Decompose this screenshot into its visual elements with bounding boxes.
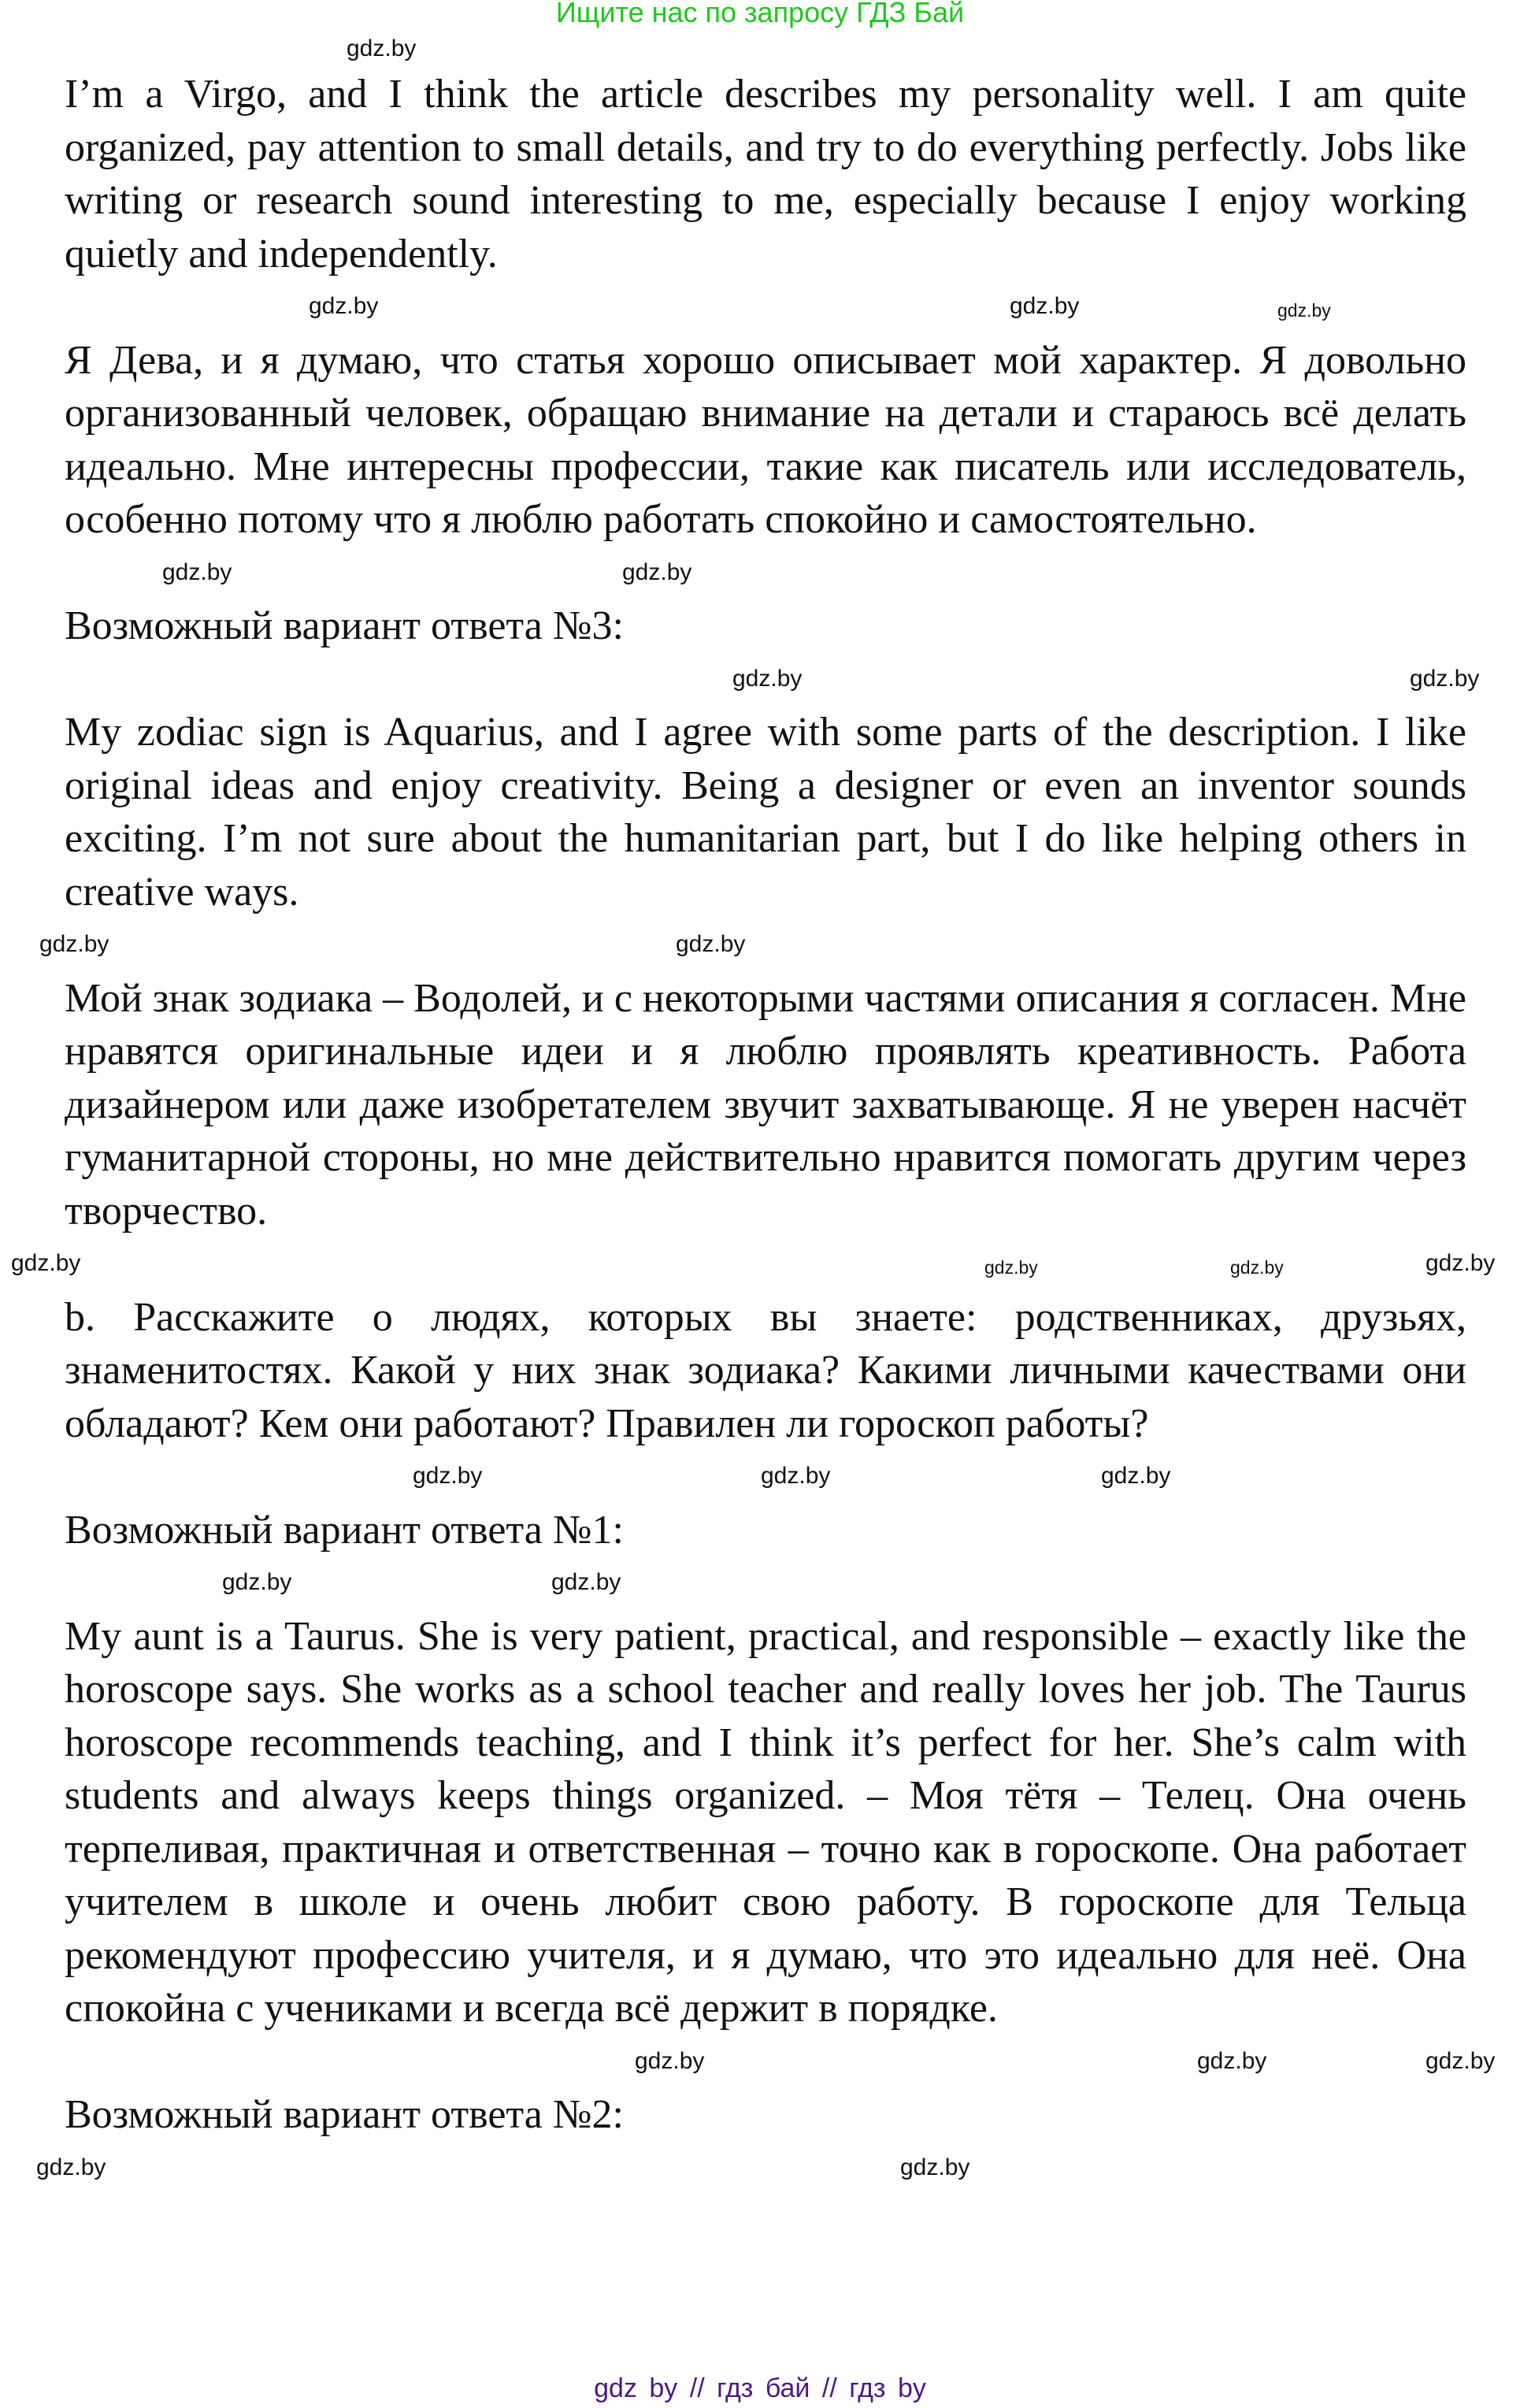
- watermark: gdz.by: [1277, 300, 1331, 321]
- watermark: gdz.by: [676, 931, 746, 957]
- answer-heading-2: Возможный вариант ответа №2:: [65, 2092, 624, 2137]
- paragraph-gap: [65, 2035, 1496, 2089]
- answer-heading-3: Возможный вариант ответа №3:: [65, 603, 624, 648]
- paragraph-gap: [39, 918, 1466, 972]
- paragraph-gap: [65, 653, 1480, 707]
- paragraph-gap: [65, 1556, 1466, 1610]
- task-b: b. Расскажите о людях, которых вы знаете: родственниках, друзьях, знаменитостях. Какой у них знак зодиака? Какими личными качествами они обладают? Кем они работают? Правилен ли гороскоп работы?: [65, 1294, 1466, 1446]
- watermark: gdz.by: [900, 2154, 970, 2180]
- watermark: gdz.by: [551, 1569, 621, 1595]
- paragraph-gap: [11, 1237, 1496, 1291]
- watermark: gdz.by: [222, 1569, 292, 1595]
- watermark: gdz.by: [984, 1257, 1038, 1278]
- document-body: [11, 68, 1496, 2195]
- paragraph-taurus: My aunt is a Taurus. She is very patient, practical, and responsible – exactly like the horoscope says. She works as a school teacher and really loves her job. The Taurus horoscope recommends teaching, and I think it’s perfect for her. She’s calm with students and always keeps things organized. – Моя тётя – Телец. Она очень терпеливая, практичная и ответственная – точно как в гороскопе. Она работает учителем в школе и очень любит свою работу. В гороскопе для Тельца рекомендуют профессию учителя, и я думаю, что это идеально для неё. Она спокойна с учениками и всегда всё держит в порядке.: [65, 1613, 1466, 2031]
- watermark: gdz.by: [11, 1250, 81, 1276]
- watermark: gdz.by: [413, 1463, 483, 1489]
- site-footer-links[interactable]: gdz by // гдз бай // гдз by: [594, 2373, 926, 2403]
- watermark: gdz.by: [1425, 1250, 1496, 1276]
- watermark: gdz.by: [1101, 1463, 1171, 1489]
- watermark: gdz.by: [347, 35, 417, 61]
- paragraph-virgo-en: I’m a Virgo, and I think the article describes my personality well. I am quite organized, pay attention to small details, and try to do everything perfectly. Jobs like writing or research sound interesting to me, especially because I enjoy working quietly and independently.: [65, 72, 1466, 276]
- watermark: gdz.by: [622, 558, 692, 585]
- watermark: gdz.by: [1410, 665, 1480, 692]
- watermark: gdz.by: [162, 558, 232, 585]
- paragraph-virgo-ru: Я Дева, и я думаю, что статья хорошо описывает мой характер. Я довольно организованный человек, обращаю внимание на детали и стараюсь всё делать идеально. Мне интересны профессии, такие как писатель или исследователь, особенно потому что я люблю работать спокойно и самостоятельно.: [65, 337, 1466, 542]
- watermark: gdz.by: [1425, 2047, 1496, 2074]
- watermark: gdz.by: [39, 931, 109, 957]
- site-banner: Ищите нас по запросу ГДЗ Бай: [555, 0, 965, 28]
- watermark: gdz.by: [761, 1463, 831, 1489]
- watermark: gdz.by: [732, 665, 803, 692]
- watermark: gdz.by: [1197, 2047, 1267, 2074]
- paragraph-aquarius-en: My zodiac sign is Aquarius, and I agree with some parts of the description. I like original ideas and enjoy creativity. Being a designer or even an inventor sounds exciting. I’m not sure about the humanitarian part, but I do like helping others in creative ways.: [65, 710, 1466, 915]
- paragraph-aquarius-ru: Мой знак зодиака – Водолей, и с некоторыми частями описания я согласен. Мне нравятся оригинальные идеи и я люблю проявлять креативность. Работа дизайнером или даже изобретателем звучит захватывающе. Я не уверен насчёт гуманитарной стороны, но мне действительно нравится помогать другим через творчество.: [65, 975, 1466, 1234]
- paragraph-gap: [36, 2142, 1466, 2195]
- answer-heading-1: Возможный вариант ответа №1:: [65, 1507, 624, 1553]
- paragraph-gap: [65, 280, 1466, 334]
- watermark: gdz.by: [1010, 293, 1080, 319]
- paragraph-gap: [65, 1450, 1466, 1504]
- watermark: gdz.by: [309, 293, 379, 319]
- paragraph-gap: [65, 547, 1466, 600]
- watermark: gdz.by: [36, 2154, 106, 2180]
- watermark: gdz.by: [1230, 1257, 1284, 1278]
- watermark: gdz.by: [635, 2047, 705, 2074]
